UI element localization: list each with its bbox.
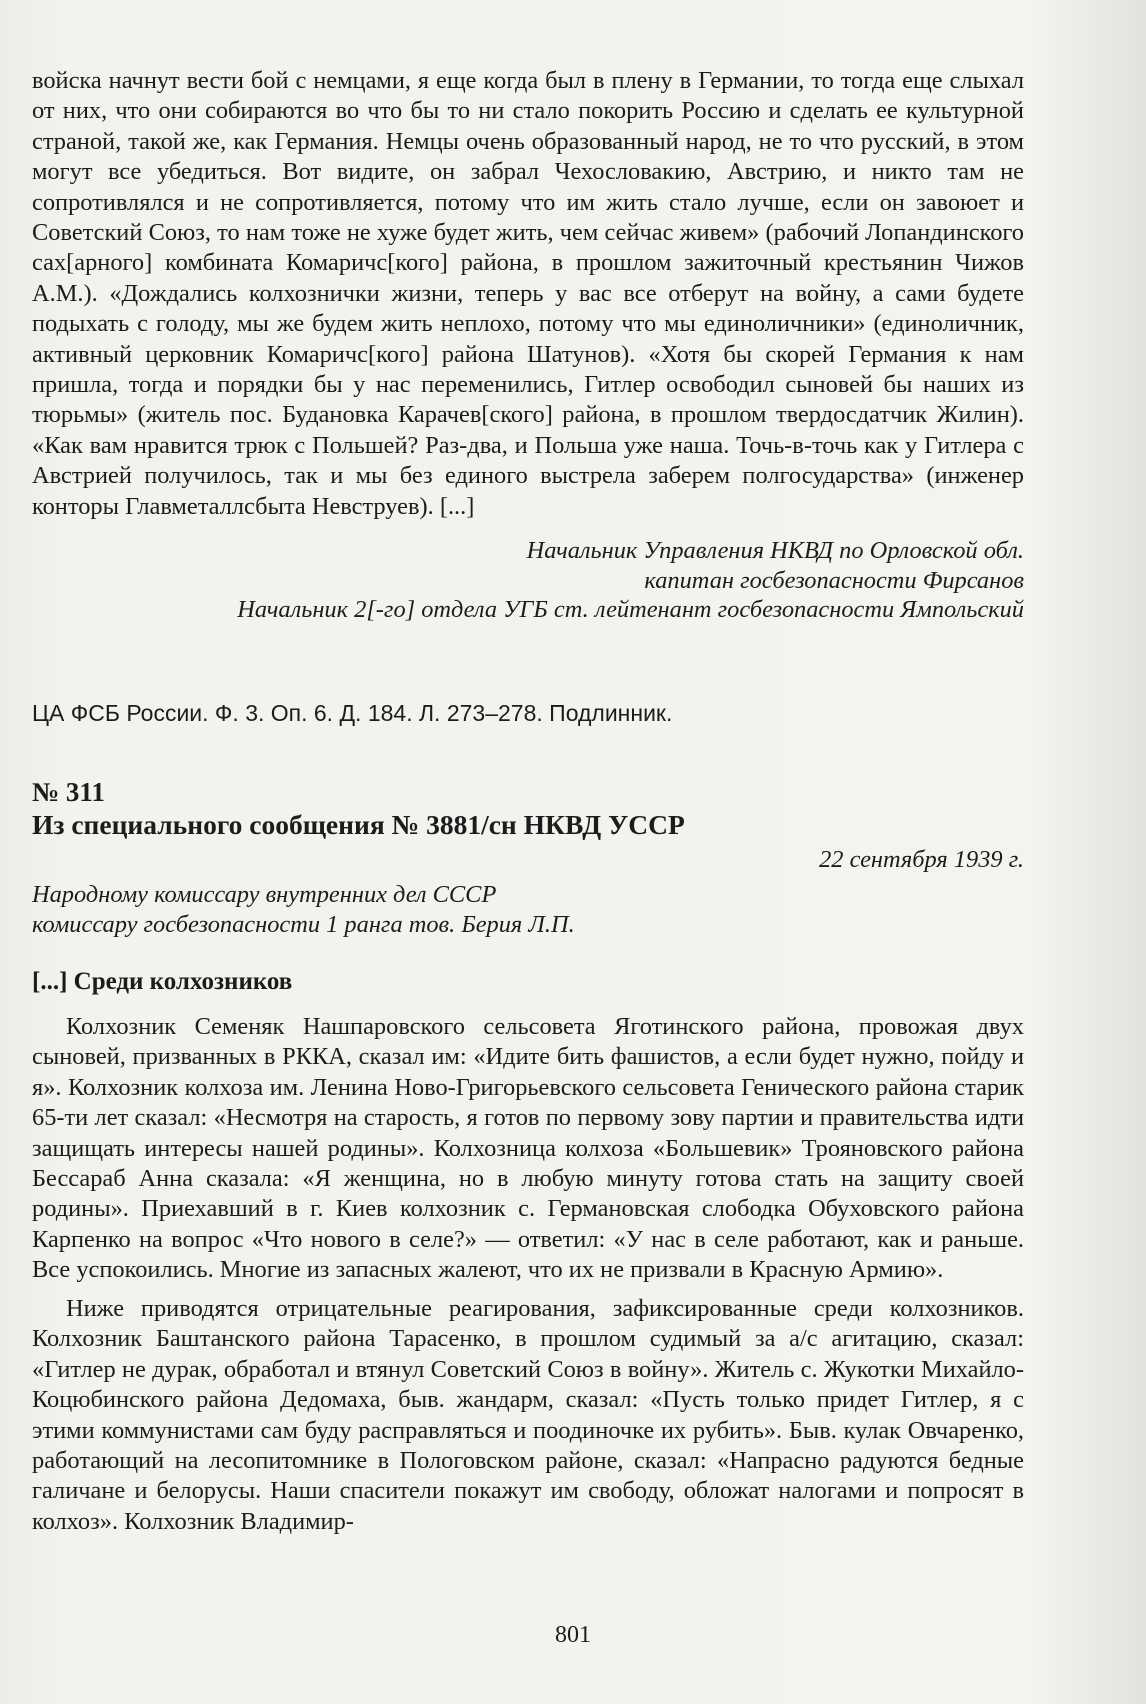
section-heading: [...] Среди колхозников bbox=[32, 968, 293, 995]
document-date: 22 сентября 1939 г. bbox=[819, 846, 1024, 873]
addressee-line: Народному комиссару внутренних дел СССР bbox=[32, 881, 497, 908]
signature-line: Начальник Управления НКВД по Орловской обл. bbox=[526, 537, 1024, 564]
document-header bbox=[32, 776, 1024, 841]
top-paragraph: войска начнут вести бой с немцами, я еще когда был в плену в Германии, то тогда еще слыхал от них, что они собираются во что бы то ни стало покорить Россию и сделать ее культурной страной, такой же, как Германия. Немцы очень образованный народ, не то что русский, в этом могут все убедиться. Вот видите, он забрал Чехословакию, Австрию, и никто там не сопротивлялся и не сопротивляется, потому что им жить стало лучше, если он завоюет и Советский Союз, то нам тоже не хуже будет жить, чем сейчас живем» (рабочий Лопандинского сах[арного] комбината Комаричс[кого] района, в прошлом зажиточный крестьянин Чижов А.М.). «Дождались колхознички жизни, теперь у вас все отберут на войну, а сами будете подыхать с голоду, мы же будем жить неплохо, потому что мы единоличники» (единоличник, активный церковник Комаричс[кого] района Шатунов). «Хотя бы скорей Германия к нам пришла, тогда и порядки бы у нас переменились, Гитлер освободил сыновей бы наших из тюрьмы» (житель пос. Будановка Карачев[ского] района, в прошлом твердосдатчик Жилин). «Как вам нравится трюк с Польшей? Раз-два, и Польша уже наша. Точь-в-точь как у Гитлера с Австрией получилось, так и мы без единого выстрела заберем полгосударства» (инженер конторы Главметаллсбыта Невструев). [...] bbox=[32, 67, 1024, 520]
page-number: 801 bbox=[555, 1622, 591, 1648]
body-paragraph: Ниже приводятся отрицательные реагирования, зафиксированные среди колхозников. Колхозник Баштанского района Тарасенко, в прошлом судимый за а/с агитацию, сказал: «Гитлер не дурак, обработал и втянул Советский Союз в войну». Житель с. Жукотки Михайло-Коцюбинского района Дедомаха, быв. жандарм, сказал: «Пусть только придет Гитлер, я с этими коммунистами сам буду расправляться и поодиночке их рубить». Быв. кулак Овчаренко, работающий на лесопитомнике в Пологовском районе, сказал: «Напрасно радуются бедные галичане и белорусы. Наши спасители покажут им свободу, обложат налогами и попросят в колхоз». Колхозник Владимир- bbox=[32, 1295, 1024, 1535]
document-number: № 311 bbox=[32, 777, 105, 807]
body-paragraph: Колхозник Семеняк Нашпаровского сельсовета Яготинского района, провожая двух сыновей, призванных в РККА, сказал им: «Идите бить фашистов, а если будет нужно, пойду и я». Колхозник колхоза им. Ленина Ново-Григорьевского сельсовета Генического района старик 65-ти лет сказал: «Несмотря на старость, я готов по первому зову партии и правительства идти защищать интересы нашей родины». Колхозница колхоза «Большевик» Трояновского района Бессараб Анна сказала: «Я женщина, но в любую минуту готова стать на защиту своей родины». Приехавший в г. Киев колхозник с. Германовская слободка Обуховского района Карпенко на вопрос «Что нового в селе?» — ответил: «У нас в селе работают, как и раньше. Все успокоились. Многие из запасных жалеют, что их не призвали в Красную Армию». bbox=[32, 1013, 1024, 1284]
addressee-block bbox=[32, 880, 1024, 940]
signature-line: Начальник 2[-го] отдела УГБ ст. лейтенант госбезопасности Ямпольский bbox=[237, 596, 1024, 623]
addressee-line: комиссару госбезопасности 1 ранга тов. Берия Л.П. bbox=[32, 911, 575, 938]
signature-block bbox=[32, 536, 1024, 625]
signature-line: капитан госбезопасности Фирсанов bbox=[644, 566, 1024, 594]
document-title: Из специального сообщения № 3881/сн НКВД УССР bbox=[32, 809, 685, 840]
archive-source: ЦА ФСБ России. Ф. 3. Оп. 6. Д. 184. Л. 273–278. Подлинник. bbox=[32, 700, 673, 726]
